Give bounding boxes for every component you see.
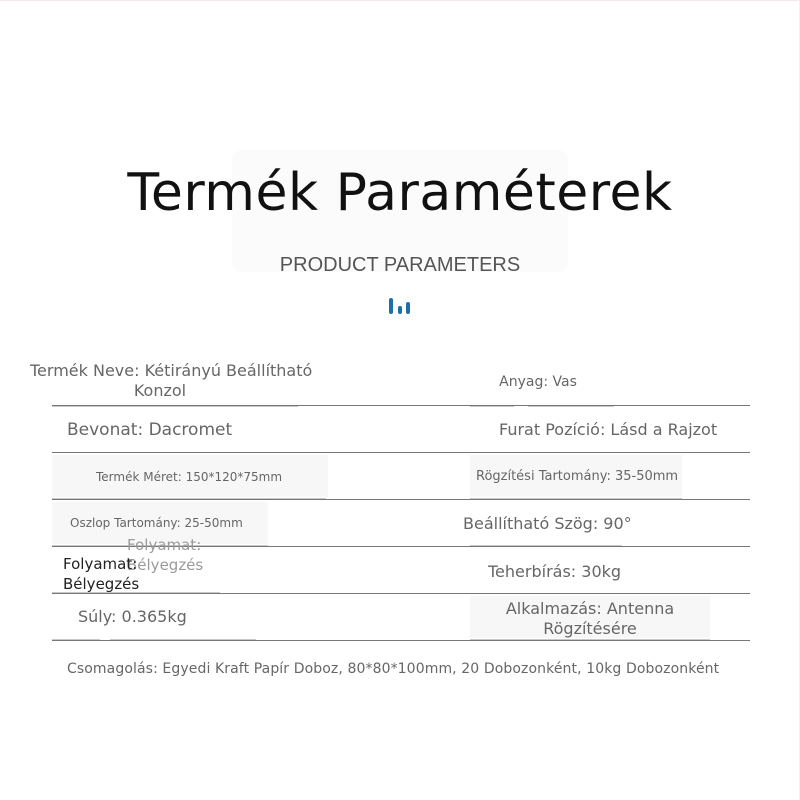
page-title: Termék Paraméterek — [127, 163, 673, 223]
row-divider — [52, 593, 750, 594]
underline-fragment — [470, 545, 622, 546]
underline-fragment — [470, 639, 710, 640]
underline-fragment — [52, 639, 100, 640]
param-product-name — [30, 361, 313, 401]
param-application-line1: Alkalmazás: Antenna — [505, 599, 675, 618]
param-material: Anyag: Vas — [499, 374, 577, 390]
row-divider — [52, 452, 750, 453]
param-product-name-line2: Konzol — [133, 381, 187, 400]
param-load-capacity: Teherbírás: 30kg — [488, 562, 622, 581]
param-fixing-range: Rögzítési Tartomány: 35-50mm — [476, 469, 679, 484]
param-product-name-line1: Termék Neve: Kétirányú Beállítható — [30, 361, 313, 380]
param-process-ghost-line2: Bélyegzés — [127, 556, 204, 574]
underline-fragment — [470, 498, 682, 499]
param-packaging: Csomagolás: Egyedi Kraft Papír Doboz, 80*80*100mm, 20 Dobozonként, 10kg Dobozonként — [67, 661, 720, 677]
row-divider — [52, 640, 750, 641]
underline-fragment — [52, 498, 326, 499]
param-process — [63, 554, 139, 594]
param-adjustable-angle: Beállítható Szög: 90° — [463, 514, 632, 533]
page-subtitle: PRODUCT PARAMETERS — [279, 254, 521, 276]
param-application-line2: Rögzítésére — [543, 619, 637, 638]
param-application — [470, 599, 710, 639]
underline-fragment — [528, 406, 614, 407]
param-process-line1: Folyamat: — [63, 555, 138, 573]
param-product-size: Termék Méret: 150*120*75mm — [96, 470, 283, 484]
underline-fragment — [110, 639, 256, 640]
param-coating: Bevonat: Dacromet — [67, 420, 233, 440]
underline-fragment — [470, 406, 514, 407]
param-process-ghost-line1: Folyamat: — [127, 536, 202, 554]
bars-icon — [389, 298, 411, 314]
param-weight: Súly: 0.365kg — [78, 607, 187, 626]
underline-fragment — [52, 406, 298, 407]
param-process-line2: Bélyegzés — [63, 575, 140, 593]
row-divider — [52, 499, 750, 500]
param-hole-position: Furat Pozíció: Lásd a Rajzot — [499, 420, 718, 439]
param-pole-range: Oszlop Tartomány: 25-50mm — [70, 516, 243, 530]
